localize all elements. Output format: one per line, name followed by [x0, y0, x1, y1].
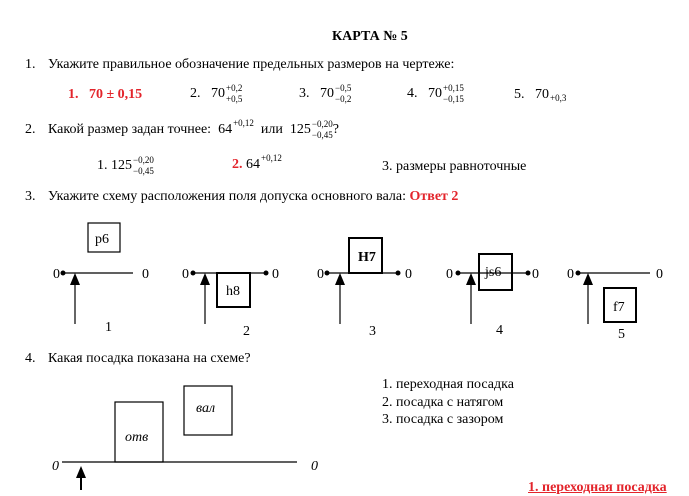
zero-point	[325, 271, 330, 276]
scheme-label: h8	[226, 284, 240, 299]
scheme-label: p6	[95, 232, 109, 247]
option-base: 64	[246, 157, 260, 172]
option-base: 70	[535, 87, 549, 102]
scheme-label: H7	[358, 250, 376, 265]
q2-qmark: ?	[332, 122, 339, 137]
q2-size-a-upper: +0,12	[233, 118, 254, 128]
option-number: 1.	[97, 158, 108, 174]
lower-deviation: +0,5	[226, 94, 243, 104]
upper-deviation: −0,20	[311, 118, 333, 129]
option-base: 70	[211, 86, 225, 102]
scheme-number: 2	[243, 324, 250, 339]
q4-answer: 1. переходная посадка	[528, 480, 667, 495]
scheme-number: 5	[618, 327, 625, 342]
option-number: 3.	[382, 159, 393, 174]
zero-point	[191, 271, 196, 276]
q4-text: Какая посадка показана на схеме?	[48, 351, 251, 366]
zero-label: 0	[52, 459, 59, 474]
option-number: 2.	[232, 157, 243, 172]
zero-label: 0	[532, 267, 539, 282]
arrow-head	[70, 273, 80, 285]
zero-label: 0	[446, 267, 453, 282]
q4-option-1: 1. переходная посадка	[382, 377, 514, 392]
q3-text: Укажите схему расположения поля допуска основного вала:	[48, 189, 407, 204]
zero-label: 0	[656, 267, 663, 282]
option-number: 3.	[299, 86, 310, 102]
option-base: 70	[428, 86, 442, 102]
option-number: 4.	[407, 86, 418, 102]
arrow-head	[466, 273, 476, 285]
option-number: 5.	[514, 87, 525, 102]
zero-label: 0	[272, 267, 279, 282]
q2-size-a: 64	[218, 122, 233, 137]
upper-deviation: +0,2	[226, 83, 243, 93]
lower-deviation: +0,3	[550, 93, 567, 103]
zero-label: 0	[182, 267, 189, 282]
option-base: 125	[111, 158, 132, 174]
zero-label: 0	[405, 267, 412, 282]
q1-number: 1.	[25, 57, 36, 72]
q2-size-b: 125	[289, 122, 311, 137]
upper-deviation: +0,15	[443, 83, 464, 93]
upper-deviation: −0,20	[133, 155, 154, 165]
shaft-label: вал	[196, 401, 216, 416]
lower-deviation: −0,45	[311, 129, 333, 140]
q4-number: 4.	[25, 351, 36, 366]
lower-deviation: −0,45	[133, 166, 154, 176]
card-title: КАРТА № 5	[332, 29, 408, 44]
q4-option-2: 2. посадка с натягом	[382, 395, 504, 410]
upper-deviation: +0,12	[261, 153, 282, 163]
option-text: размеры равноточные	[396, 159, 527, 174]
zero-label: 0	[317, 267, 324, 282]
scheme-number: 1	[105, 320, 112, 335]
zero-point	[396, 271, 401, 276]
q3-number: 3.	[25, 189, 36, 204]
lower-deviation: −0,15	[443, 94, 464, 104]
hole-label: отв	[125, 430, 149, 445]
arrow-head	[200, 273, 210, 285]
scheme-label: f7	[613, 300, 625, 315]
option-number: 1.	[68, 87, 79, 102]
q1-text: Укажите правильное обозначение предельных размеров на чертеже:	[48, 57, 455, 72]
zero-point	[264, 271, 269, 276]
zero-point	[61, 271, 66, 276]
zero-label: 0	[142, 267, 149, 282]
q2-or: или	[260, 122, 283, 137]
zero-label: 0	[53, 267, 60, 282]
scheme-number: 4	[496, 323, 503, 338]
option-value: 70 ± 0,15	[89, 87, 143, 102]
lower-deviation: −0,2	[335, 94, 352, 104]
arrow-head	[583, 273, 593, 285]
q3-answer: Ответ 2	[409, 189, 459, 204]
scheme-label: js6	[485, 265, 502, 280]
zero-point	[576, 271, 581, 276]
arrow-head	[76, 466, 86, 478]
arrow-head	[335, 273, 345, 285]
option-base: 70	[320, 86, 334, 102]
q2-text: Какой размер задан точнее:	[48, 122, 212, 137]
scheme-number: 3	[369, 324, 376, 339]
zero-point	[456, 271, 461, 276]
option-number: 2.	[190, 86, 201, 102]
zero-point	[526, 271, 531, 276]
zero-label: 0	[311, 459, 318, 474]
upper-deviation: −0,5	[335, 83, 352, 93]
q4-option-3: 3. посадка с зазором	[382, 412, 504, 427]
zero-label: 0	[567, 267, 574, 282]
q2-number: 2.	[25, 122, 36, 137]
